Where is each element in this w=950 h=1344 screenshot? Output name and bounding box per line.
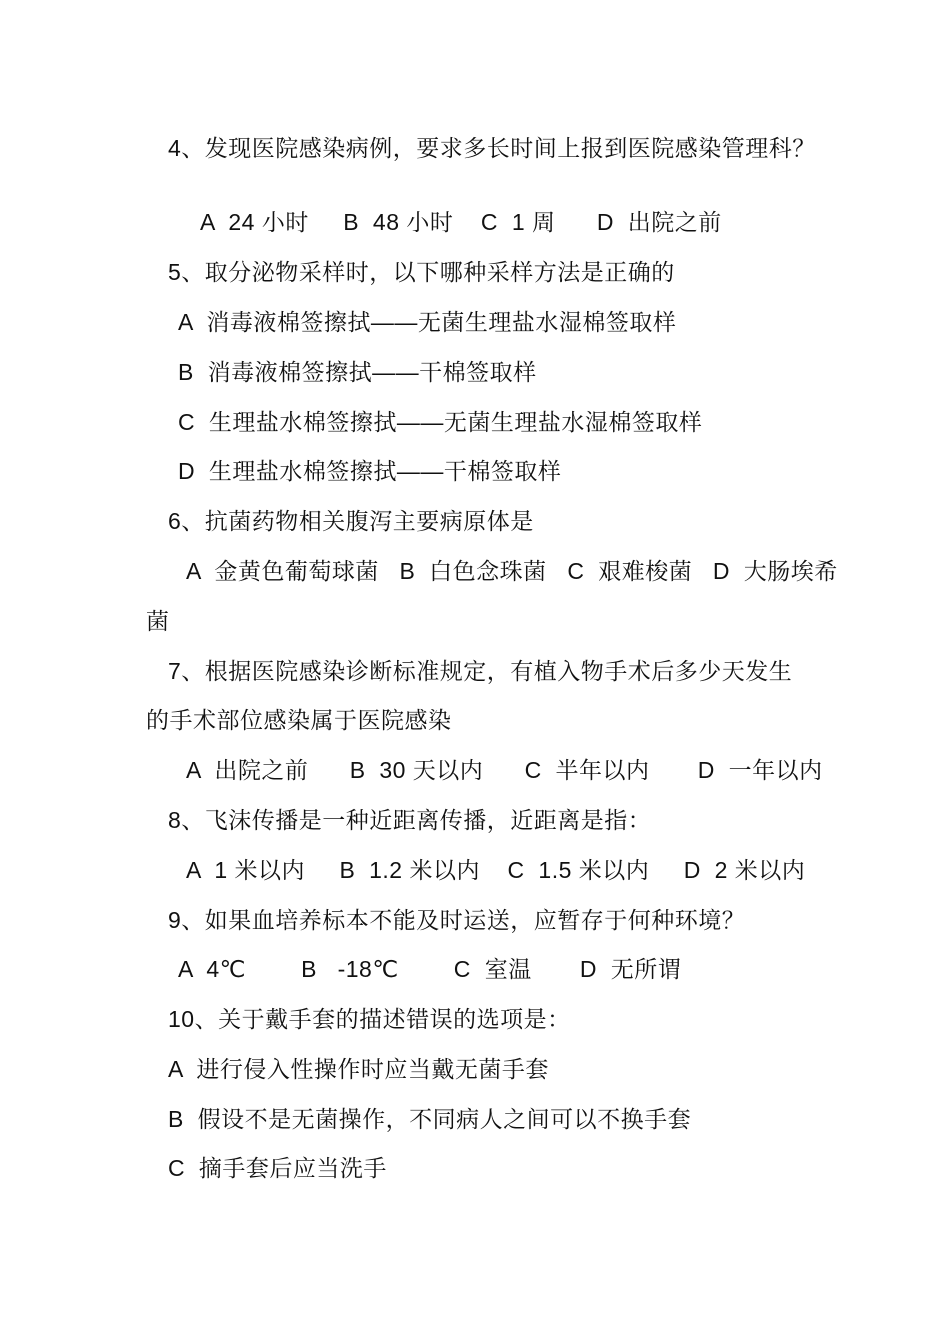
question-5-option-d: D 生理盐水棉签擦拭——干棉签取样	[178, 458, 562, 484]
question-9-options: A 4℃ B -18℃ C 室温 D 无所谓	[178, 956, 682, 982]
question-5-option-c: C 生理盐水棉签擦拭——无菌生理盐水湿棉签取样	[178, 409, 703, 435]
question-5-option-a: A 消毒液棉签擦拭——无菌生理盐水湿棉签取样	[178, 309, 677, 335]
question-7-text-wrap: 的手术部位感染属于医院感染	[146, 707, 452, 733]
question-7-options: A 出院之前 B 30 天以内 C 半年以内 D 一年以内	[186, 757, 823, 783]
question-10-option-b: B 假设不是无菌操作，不同病人之间可以不换手套	[168, 1106, 692, 1132]
question-7-text: 7、根据医院感染诊断标准规定，有植入物手术后多少天发生	[168, 658, 793, 684]
question-8-text: 8、飞沫传播是一种近距离传播，近距离是指：	[168, 807, 652, 833]
question-9-text: 9、如果血培养标本不能及时运送，应暂存于何种环境？	[168, 907, 746, 933]
question-6-options-wrap: 菌	[146, 608, 170, 634]
question-10-text: 10、关于戴手套的描述错误的选项是：	[168, 1006, 571, 1032]
question-4-options: A 24 小时 B 48 小时 C 1 周 D 出院之前	[200, 209, 722, 235]
question-5-option-b: B 消毒液棉签擦拭——干棉签取样	[178, 359, 537, 385]
question-10-option-c: C 摘手套后应当洗手	[168, 1155, 387, 1181]
question-6-text: 6、抗菌药物相关腹泻主要病原体是	[168, 508, 534, 534]
question-4-text: 4、发现医院感染病例，要求多长时间上报到医院感染管理科？	[168, 135, 816, 161]
question-10-option-a: A 进行侵入性操作时应当戴无菌手套	[168, 1056, 549, 1082]
question-5-text: 5、取分泌物采样时，以下哪种采样方法是正确的	[168, 259, 675, 285]
question-6-options: A 金黄色葡萄球菌 B 白色念珠菌 C 艰难梭菌 D 大肠埃希	[186, 558, 838, 584]
question-8-options: A 1 米以内 B 1.2 米以内 C 1.5 米以内 D 2 米以内	[186, 857, 806, 883]
